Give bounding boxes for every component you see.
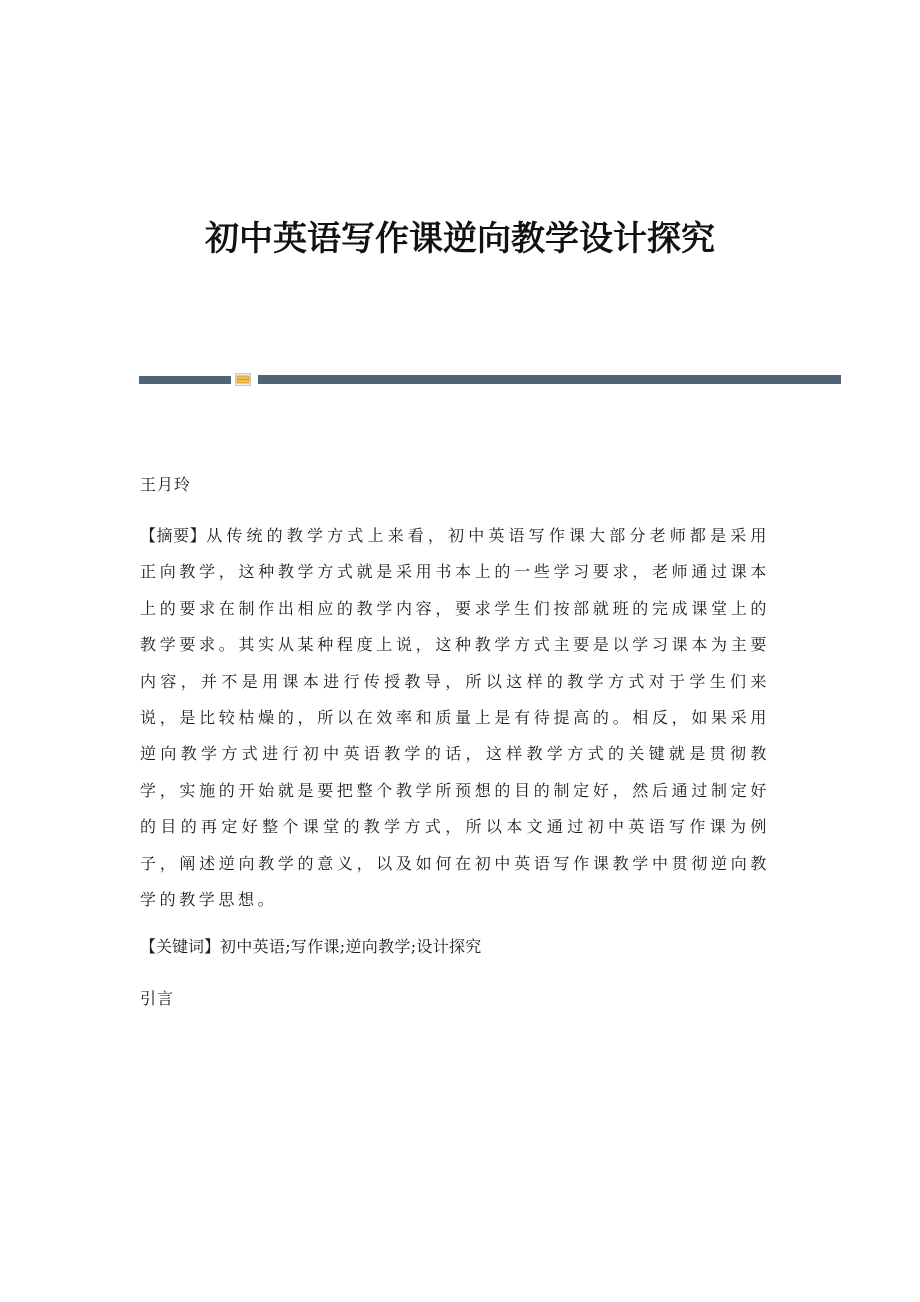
author-name: 王月玲 [140, 475, 192, 494]
divider-bar-left [139, 376, 231, 384]
keywords-tag: 【关键词】 [140, 937, 221, 957]
abstract-paragraph [140, 518, 770, 918]
folder-icon [235, 373, 251, 386]
keywords-line [140, 930, 770, 964]
section-heading-introduction: 引言 [140, 989, 175, 1009]
abstract-tag: 【摘要】 [140, 526, 207, 545]
divider-bar-right [258, 375, 841, 384]
document-body [140, 468, 770, 1016]
keywords-text: 初中英语;写作课;逆向教学;设计探究 [220, 937, 482, 957]
abstract-text: 从传统的教学方式上来看，初中英语写作课大部分老师都是采用正向教学，这种教学方式就是采用书本上的一些学习要求，老师通过课本上的要求在制作出相应的教学内容，要求学生们按部就班的完成课堂上的教学要求。其实从某种程度上说，这种教学方式主要是以学习课本为主要内容，并不是用课本进行传授教导，所以这样的教学方式对于学生们来说，是比较枯燥的，所以在效率和质量上是有待提高的。相反，如果采用逆向教学方式进行初中英语教学的话，这样教学方式的关键就是贯彻教学，实施的开始就是要把整个教学所预想的目的制定好，然后通过制定好的目的再定好整个课堂的教学方式，所以本文通过初中英语写作课为例子，阐述逆向教学的意义，以及如何在初中英语写作课教学中贯彻逆向教学的教学思想。 [140, 526, 770, 910]
title-divider [139, 373, 841, 387]
page-title: 初中英语写作课逆向教学设计探究 [205, 219, 715, 259]
